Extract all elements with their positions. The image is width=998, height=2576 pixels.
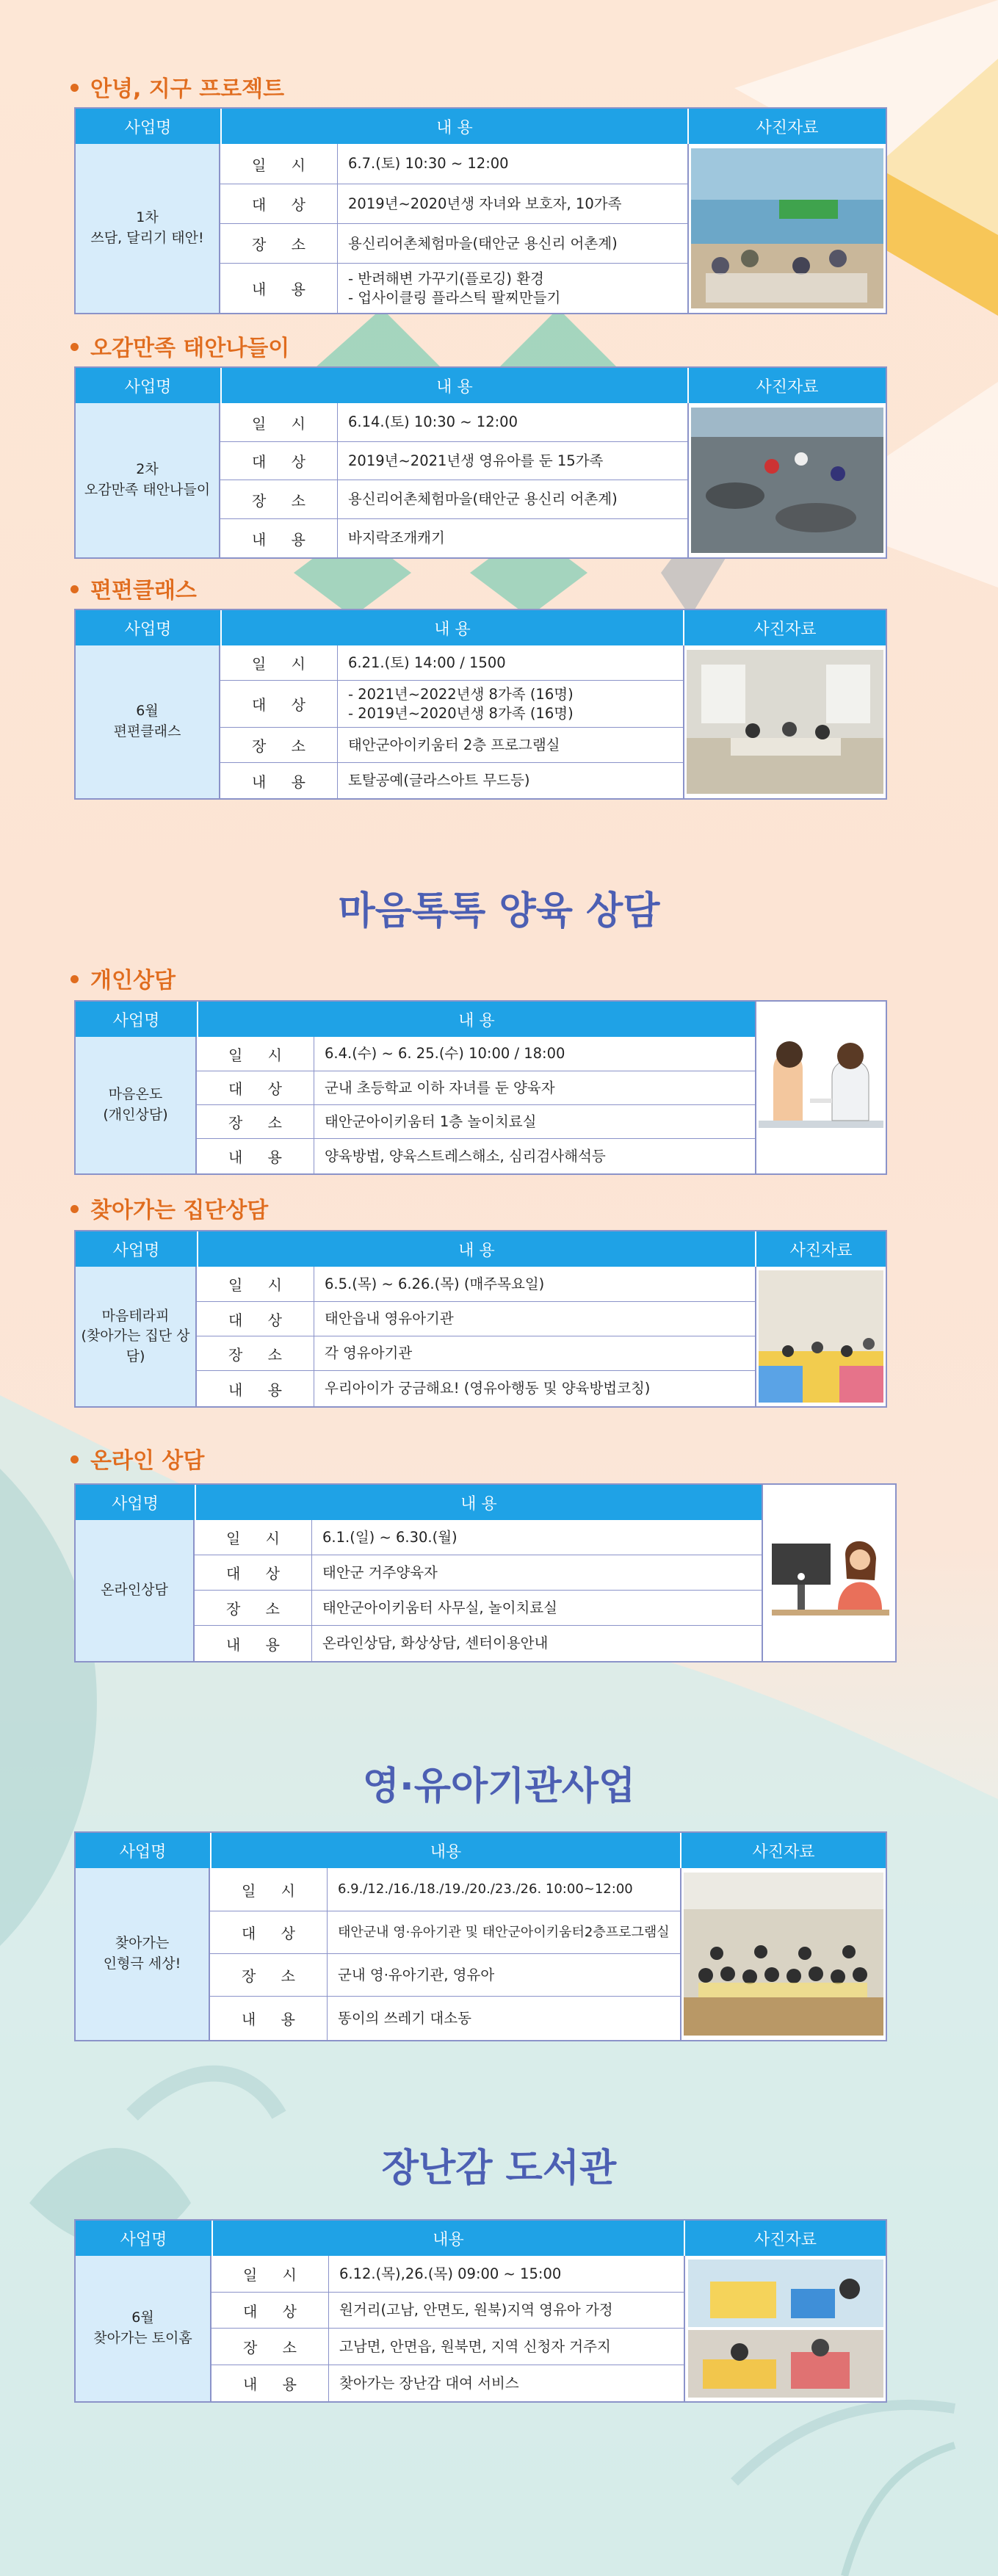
row-date: 일 시 6.4.(수) ~ 6. 25.(수) 10:00 / 18:00 [197,1037,755,1071]
program-name: 온라인상담 [76,1520,195,1661]
row-content: 내 용 바지락조개캐기 [220,519,687,557]
header-content: 내 용 [220,610,683,645]
row-target: 대 상 태안군내 영·유아기관 및 태안군아이키움터2층프로그램실 [210,1911,680,1954]
header-photo: 사진자료 [687,368,886,403]
header-content: 내 용 [195,1485,762,1520]
program-name: 마음온도 (개인상담) [76,1037,197,1173]
header-name: 사업명 [76,2221,211,2256]
row-date: 일 시 6.7.(토) 10:30 ~ 12:00 [220,144,687,184]
section-label-outing: 오감만족 태안나들이 [70,330,289,362]
online-education-illustration [762,1485,895,1661]
header-name: 사업명 [76,610,220,645]
mudflat-photo [687,403,886,557]
page-title-library: 장난감 도서관 [381,2146,617,2190]
row-target: 대 상 태안읍내 영유아기관 [197,1302,755,1336]
row-content: 내 용 온라인상담, 화상상담, 센터이용안내 [195,1626,762,1661]
program-name: 1차 쓰담, 달리기 태안! [76,144,220,313]
row-place: 장 소 고남면, 안면읍, 원북면, 지역 신청자 거주지 [211,2329,684,2365]
row-place: 장 소 태안군아이키움터 2층 프로그램실 [220,728,683,763]
row-date: 일 시 6.5.(목) ~ 6.26.(목) (매주목요일) [197,1267,755,1302]
header-name: 사업명 [76,1485,195,1520]
row-date: 일 시 6.1.(일) ~ 6.30.(월) [195,1520,762,1555]
group-session-photo [755,1267,886,1406]
section-label-group: 찾아가는 집단상담 [70,1192,268,1224]
row-place: 장 소 태안군아이키움터 1층 놀이치료실 [197,1105,755,1139]
program-name: 마음테라피 (찾아가는 집단 상담) [76,1267,197,1406]
row-date: 일 시 6.14.(토) 10:30 ~ 12:00 [220,403,687,442]
header-content: 내 용 [220,368,687,403]
program-name: 6월 찾아가는 토이홈 [76,2256,211,2401]
beach-cleanup-photo [687,144,886,313]
table-institution [74,1831,887,2041]
header-name: 사업명 [76,368,220,403]
header-photo: 사진자료 [684,2221,886,2256]
header-photo: 사진자료 [683,610,886,645]
row-place: 장 소 각 영유아기관 [197,1336,755,1371]
section-label-earth-project: 안녕, 지구 프로젝트 [70,70,284,103]
program-name: 6월 편편클래스 [76,645,220,798]
row-content: 내 용 우리아이가 궁금해요! (영유아행동 및 양육방법코칭) [197,1371,755,1406]
row-target: 대 상 2019년~2020년생 자녀와 보호자, 10가족 [220,184,687,224]
row-target: 대 상 태안군 거주양육자 [195,1555,762,1591]
header-photo: 사진자료 [687,109,886,144]
row-content: 내 용 똥이의 쓰레기 대소동 [210,1997,680,2040]
table-individual [74,1000,887,1175]
page-title-institution: 영·유아기관사업 [362,1765,636,1809]
row-place: 장 소 용신리어촌체험마을(태안군 용신리 어촌계) [220,480,687,519]
page-title-counsel: 마음톡톡 양육 상담 [338,889,660,933]
row-target: 대 상 2019년~2021년생 영유아를 둔 15가족 [220,442,687,480]
header-content: 내용 [210,1833,680,1868]
table-online [74,1483,897,1663]
table-class [74,609,887,800]
row-date: 일 시 6.21.(토) 14:00 / 1500 [220,645,683,681]
row-place: 장 소 군내 영·유아기관, 영유아 [210,1954,680,1997]
section-label-individual: 개인상담 [70,962,176,994]
puppet-show-photo [680,1868,886,2040]
program-name: 2차 오감만족 태안나들이 [76,403,220,557]
row-date: 일 시 6.12.(목),26.(목) 09:00 ~ 15:00 [211,2256,684,2293]
table-library [74,2219,887,2403]
header-name: 사업명 [76,109,220,144]
program-name: 찾아가는 인형극 세상! [76,1868,210,2040]
table-earth-project [74,107,887,314]
header-content: 내 용 [197,1231,755,1267]
toy-delivery-photo [684,2256,886,2401]
row-date: 일 시 6.9./12./16./18./19./20./23./26. 10:00~12:00 [210,1868,680,1911]
header-photo: 사진자료 [755,1231,886,1267]
section-label-class: 편편클래스 [70,572,197,604]
row-target: 대 상 - 2021년~2022년생 8가족 (16명) - 2019년~2020년생 8가족 (16명) [220,681,683,728]
header-name: 사업명 [76,1833,210,1868]
header-name: 사업명 [76,1002,197,1037]
header-content: 내용 [211,2221,684,2256]
header-content: 내 용 [197,1002,755,1037]
row-place: 장 소 태안군아이키움터 사무실, 놀이치료실 [195,1591,762,1626]
counseling-illustration [755,1002,886,1173]
header-name: 사업명 [76,1231,197,1267]
header-photo: 사진자료 [680,1833,886,1868]
row-content: 내 용 토탈공예(글라스아트 무드등) [220,763,683,798]
row-place: 장 소 용신리어촌체험마을(태안군 용신리 어촌계) [220,224,687,264]
table-outing [74,366,887,559]
table-group [74,1230,887,1408]
header-content: 내 용 [220,109,687,144]
row-content: 내 용 - 반려해변 가꾸기(플로깅) 환경 - 업사이클링 플라스틱 팔찌만들기 [220,264,687,313]
row-target: 대 상 군내 초등학교 이하 자녀를 둔 양육자 [197,1071,755,1105]
row-content: 내 용 양육방법, 양육스트레스해소, 심리검사해석등 [197,1139,755,1173]
classroom-photo [683,645,886,798]
row-target: 대 상 원거리(고남, 안면도, 원북)지역 영유아 가정 [211,2293,684,2329]
section-label-online: 온라인 상담 [70,1442,204,1475]
row-content: 내 용 찾아가는 장난감 대여 서비스 [211,2365,684,2401]
